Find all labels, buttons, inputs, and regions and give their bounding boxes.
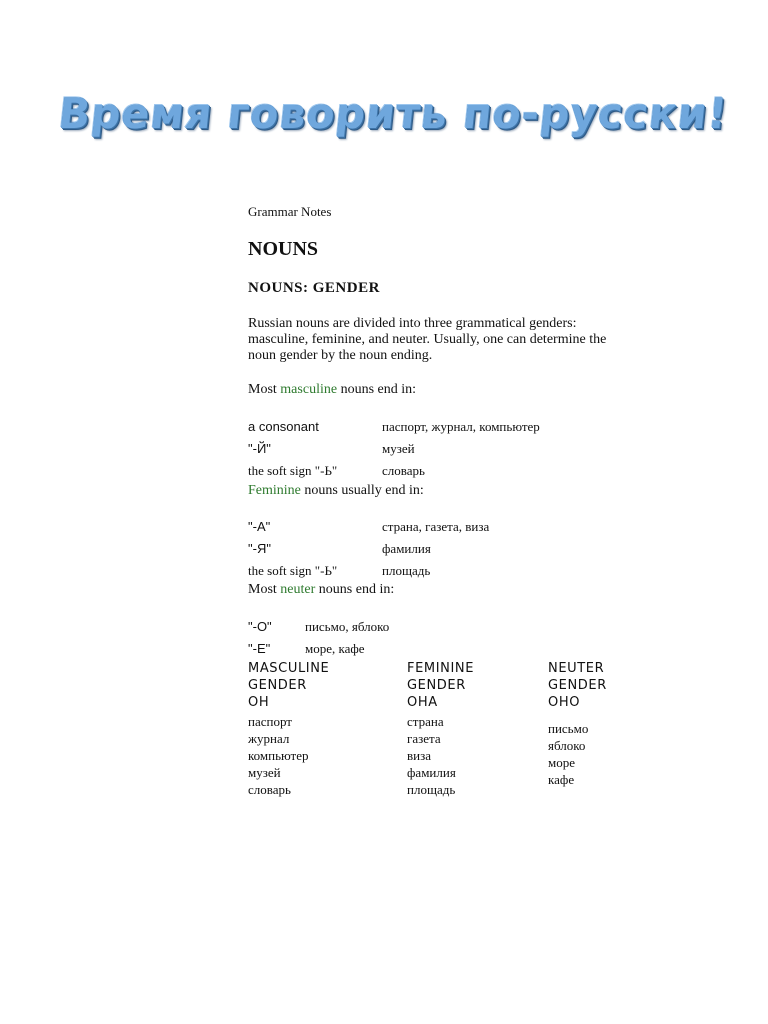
- intro-paragraph: [248, 316, 606, 364]
- list-item: компьютер: [248, 748, 309, 763]
- lead-text: Most: [248, 382, 281, 397]
- lead-text: nouns end in:: [337, 382, 417, 397]
- neuter-word: neuter: [280, 582, 316, 597]
- ending-cell: "-Й": [248, 441, 271, 456]
- page-subheading: NOUNS: GENDER: [248, 280, 380, 296]
- ending-cell: a consonant: [248, 419, 319, 434]
- column-head-line: ОНА: [407, 695, 438, 710]
- examples-cell: словарь: [382, 463, 425, 478]
- word-list: [407, 713, 474, 798]
- column-head-line: ОНО: [548, 695, 581, 710]
- section-label: Grammar Notes: [248, 204, 332, 219]
- ending-cell: "-Я": [248, 541, 271, 556]
- list-item: словарь: [248, 782, 291, 797]
- column-head: [548, 660, 607, 711]
- feminine-word: Feminine: [248, 483, 301, 498]
- examples-cell: площадь: [382, 563, 431, 578]
- intro-line: Russian nouns are divided into three grammatical genders:: [248, 316, 577, 331]
- examples-cell: море, кафе: [305, 641, 365, 656]
- gender-column-feminine: [407, 660, 474, 798]
- column-head-line: NEUTER: [548, 661, 605, 676]
- list-item: кафе: [548, 772, 575, 787]
- column-head-line: GENDER: [248, 678, 307, 693]
- examples-cell: страна, газета, виза: [382, 519, 490, 534]
- list-item: газета: [407, 731, 441, 746]
- ending-cell: "-Е": [248, 641, 271, 656]
- column-head: [407, 660, 474, 711]
- gender-column-neuter: [548, 660, 607, 788]
- intro-line: noun gender by the noun ending.: [248, 348, 433, 363]
- column-head-line: GENDER: [548, 678, 607, 693]
- list-item: страна: [407, 714, 444, 729]
- word-list: [248, 713, 329, 798]
- list-item: письмо: [548, 721, 589, 736]
- examples-cell: музей: [382, 441, 415, 456]
- column-head: [248, 660, 329, 711]
- column-head-line: MASCULINE: [248, 661, 330, 676]
- intro-line: masculine, feminine, and neuter. Usually, one can determine the: [248, 332, 607, 347]
- list-item: виза: [407, 748, 432, 763]
- list-item: море: [548, 755, 575, 770]
- masculine-lead: [248, 382, 416, 398]
- column-head-line: GENDER: [407, 678, 466, 693]
- list-item: паспорт: [248, 714, 292, 729]
- feminine-lead: [248, 483, 424, 499]
- list-item: музей: [248, 765, 281, 780]
- list-item: яблоко: [548, 738, 586, 753]
- ending-cell: the soft sign "-Ь": [248, 463, 338, 478]
- ending-cell: the soft sign "-Ь": [248, 563, 338, 578]
- examples-cell: письмо, яблоко: [305, 619, 390, 634]
- list-item: фамилия: [407, 765, 456, 780]
- word-list: [548, 720, 607, 788]
- list-item: журнал: [248, 731, 290, 746]
- ending-cell: "-О": [248, 619, 272, 634]
- lead-text: nouns usually end in:: [300, 483, 424, 498]
- neuter-lead: [248, 582, 394, 598]
- list-item: площадь: [407, 782, 456, 797]
- column-head-line: ОН: [248, 695, 270, 710]
- examples-cell: фамилия: [382, 541, 431, 556]
- lead-text: Most: [248, 582, 281, 597]
- examples-cell: паспорт, журнал, компьютер: [382, 419, 540, 434]
- lead-text: nouns end in:: [315, 582, 395, 597]
- masculine-word: masculine: [280, 382, 338, 397]
- page-heading: NOUNS: [248, 238, 319, 260]
- ending-cell: "-А": [248, 519, 271, 534]
- column-head-line: FEMININE: [407, 661, 475, 676]
- gender-column-masculine: [248, 660, 329, 798]
- banner-title: Время говорить по-русски!: [56, 89, 731, 138]
